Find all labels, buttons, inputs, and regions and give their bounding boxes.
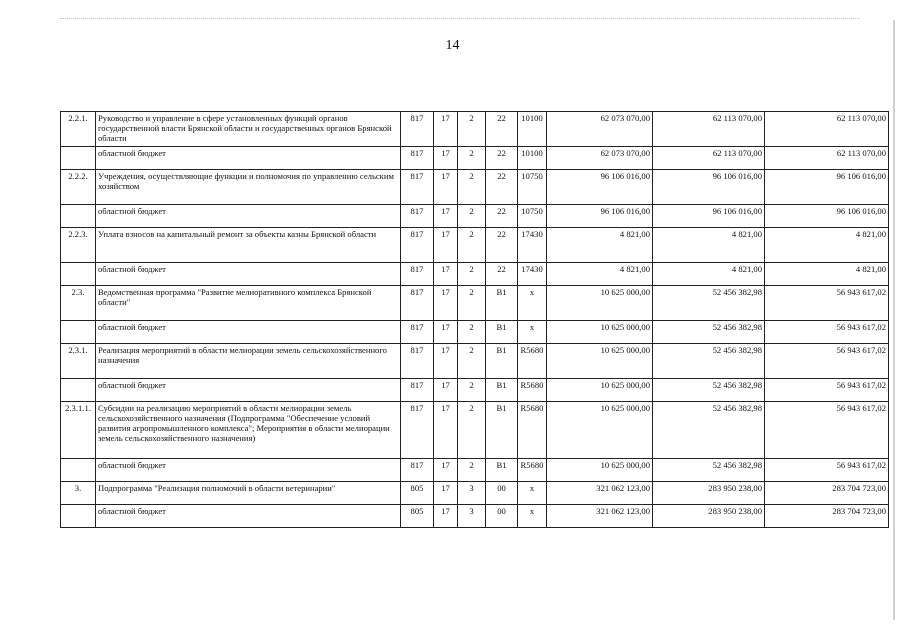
code-ministry: 817	[401, 112, 434, 147]
code-ministry: 805	[401, 482, 434, 505]
top-dotted-rule	[60, 18, 860, 20]
code-direction: 22	[486, 112, 518, 147]
code-ministry: 817	[401, 459, 434, 482]
row-number	[61, 321, 96, 344]
amount-year-3: 56 943 617,02	[765, 344, 889, 379]
amount-year-1: 321 062 123,00	[547, 505, 653, 528]
code-subprogram: 2	[458, 205, 486, 228]
code-expense: 17430	[518, 263, 547, 286]
code-program: 17	[434, 402, 458, 459]
code-program: 17	[434, 170, 458, 205]
code-expense: х	[518, 321, 547, 344]
code-ministry: 817	[401, 263, 434, 286]
amount-year-2: 52 456 382,98	[653, 402, 765, 459]
row-name: Ведомственная программа "Развитие мелиоративного комплекса Брянской области"	[96, 286, 401, 321]
code-program: 17	[434, 482, 458, 505]
row-name: Уплата взносов на капитальный ремонт за объекты казны Брянской области	[96, 228, 401, 263]
amount-year-2: 283 950 238,00	[653, 505, 765, 528]
amount-year-3: 62 113 070,00	[765, 147, 889, 170]
code-ministry: 817	[401, 344, 434, 379]
amount-year-3: 56 943 617,02	[765, 379, 889, 402]
code-ministry: 817	[401, 286, 434, 321]
code-direction: 00	[486, 482, 518, 505]
row-name: Учреждения, осуществляющие функции и полномочия по управлению сельским хозяйством	[96, 170, 401, 205]
table-row	[61, 205, 889, 228]
table-row	[61, 321, 889, 344]
amount-year-3: 283 704 723,00	[765, 482, 889, 505]
code-program: 17	[434, 112, 458, 147]
code-program: 17	[434, 459, 458, 482]
code-subprogram: 2	[458, 321, 486, 344]
amount-year-2: 52 456 382,98	[653, 286, 765, 321]
code-subprogram: 3	[458, 482, 486, 505]
code-expense: х	[518, 505, 547, 528]
amount-year-3: 56 943 617,02	[765, 286, 889, 321]
code-program: 17	[434, 263, 458, 286]
amount-year-3: 4 821,00	[765, 263, 889, 286]
amount-year-1: 10 625 000,00	[547, 321, 653, 344]
row-number: 2.2.3.	[61, 228, 96, 263]
table-row	[61, 263, 889, 286]
amount-year-1: 10 625 000,00	[547, 286, 653, 321]
code-ministry: 805	[401, 505, 434, 528]
code-ministry: 817	[401, 147, 434, 170]
row-number	[61, 205, 96, 228]
amount-year-3: 56 943 617,02	[765, 321, 889, 344]
scan-edge	[893, 20, 895, 620]
code-subprogram: 2	[458, 379, 486, 402]
row-name: областной бюджет	[96, 147, 401, 170]
row-name: областной бюджет	[96, 205, 401, 228]
code-expense: 10100	[518, 147, 547, 170]
amount-year-3: 4 821,00	[765, 228, 889, 263]
table-row	[61, 505, 889, 528]
row-number: 2.3.	[61, 286, 96, 321]
code-direction: 22	[486, 170, 518, 205]
amount-year-3: 56 943 617,02	[765, 459, 889, 482]
code-direction: 22	[486, 205, 518, 228]
page-number: 14	[445, 38, 460, 53]
code-subprogram: 2	[458, 286, 486, 321]
table-row	[61, 459, 889, 482]
amount-year-2: 4 821,00	[653, 228, 765, 263]
code-program: 17	[434, 147, 458, 170]
code-subprogram: 3	[458, 505, 486, 528]
code-program: 17	[434, 344, 458, 379]
row-name: областной бюджет	[96, 263, 401, 286]
table-row	[61, 286, 889, 321]
table-row	[61, 344, 889, 379]
row-number	[61, 459, 96, 482]
code-direction: В1	[486, 321, 518, 344]
amount-year-2: 52 456 382,98	[653, 344, 765, 379]
table-row	[61, 228, 889, 263]
amount-year-3: 62 113 070,00	[765, 112, 889, 147]
table-row	[61, 147, 889, 170]
amount-year-2: 52 456 382,98	[653, 459, 765, 482]
row-name: областной бюджет	[96, 321, 401, 344]
code-expense: 17430	[518, 228, 547, 263]
table-row	[61, 112, 889, 147]
code-program: 17	[434, 228, 458, 263]
code-expense: 10750	[518, 205, 547, 228]
row-number	[61, 147, 96, 170]
table-row	[61, 170, 889, 205]
code-subprogram: 2	[458, 402, 486, 459]
code-ministry: 817	[401, 205, 434, 228]
code-program: 17	[434, 379, 458, 402]
code-subprogram: 2	[458, 228, 486, 263]
code-subprogram: 2	[458, 459, 486, 482]
row-number: 3.	[61, 482, 96, 505]
code-expense: х	[518, 482, 547, 505]
amount-year-2: 62 113 070,00	[653, 147, 765, 170]
code-direction: 00	[486, 505, 518, 528]
code-expense: х	[518, 286, 547, 321]
code-expense: R5680	[518, 344, 547, 379]
amount-year-1: 62 073 070,00	[547, 147, 653, 170]
code-direction: В1	[486, 344, 518, 379]
table-row	[61, 379, 889, 402]
code-ministry: 817	[401, 321, 434, 344]
code-expense: R5680	[518, 402, 547, 459]
row-name: Реализация мероприятий в области мелиорации земель сельскохозяйственного назначения	[96, 344, 401, 379]
amount-year-3: 56 943 617,02	[765, 402, 889, 459]
amount-year-3: 283 704 723,00	[765, 505, 889, 528]
code-direction: 22	[486, 263, 518, 286]
row-number: 2.2.1.	[61, 112, 96, 147]
code-program: 17	[434, 321, 458, 344]
row-name: областной бюджет	[96, 505, 401, 528]
row-name: Подпрограмма "Реализация полномочий в области ветеринарии"	[96, 482, 401, 505]
code-direction: В1	[486, 286, 518, 321]
budget-table	[60, 111, 889, 528]
code-subprogram: 2	[458, 344, 486, 379]
code-subprogram: 2	[458, 112, 486, 147]
code-ministry: 817	[401, 228, 434, 263]
code-subprogram: 2	[458, 147, 486, 170]
row-name: Субсидии на реализацию мероприятий в области мелиорации земель сельскохозяйственного назначения (Подпрограмма "Обеспечение условий развития агропромышленного комплекса"; Мероприятия в области мелиорации земель сельскохозяйственного назначения)	[96, 402, 401, 459]
code-expense: R5680	[518, 459, 547, 482]
amount-year-1: 4 821,00	[547, 263, 653, 286]
row-number	[61, 263, 96, 286]
row-name: Руководство и управление в сфере установленных функций органов государственной власти Брянской области и государственных органов Брянской области	[96, 112, 401, 147]
code-expense: 10750	[518, 170, 547, 205]
code-program: 17	[434, 286, 458, 321]
code-expense: R5680	[518, 379, 547, 402]
row-number	[61, 379, 96, 402]
row-number: 2.3.1.1.	[61, 402, 96, 459]
code-direction: В1	[486, 402, 518, 459]
code-subprogram: 2	[458, 263, 486, 286]
amount-year-2: 52 456 382,98	[653, 379, 765, 402]
code-direction: В1	[486, 459, 518, 482]
amount-year-1: 10 625 000,00	[547, 402, 653, 459]
row-number: 2.2.2.	[61, 170, 96, 205]
amount-year-2: 62 113 070,00	[653, 112, 765, 147]
code-direction: 22	[486, 228, 518, 263]
code-program: 17	[434, 205, 458, 228]
amount-year-2: 96 106 016,00	[653, 205, 765, 228]
row-number	[61, 505, 96, 528]
code-direction: 22	[486, 147, 518, 170]
amount-year-1: 4 821,00	[547, 228, 653, 263]
code-subprogram: 2	[458, 170, 486, 205]
table-row	[61, 482, 889, 505]
amount-year-3: 96 106 016,00	[765, 205, 889, 228]
amount-year-1: 10 625 000,00	[547, 344, 653, 379]
code-ministry: 817	[401, 170, 434, 205]
row-name: областной бюджет	[96, 459, 401, 482]
amount-year-1: 96 106 016,00	[547, 205, 653, 228]
amount-year-1: 62 073 070,00	[547, 112, 653, 147]
code-ministry: 817	[401, 402, 434, 459]
amount-year-1: 10 625 000,00	[547, 379, 653, 402]
code-program: 17	[434, 505, 458, 528]
amount-year-3: 96 106 016,00	[765, 170, 889, 205]
amount-year-1: 96 106 016,00	[547, 170, 653, 205]
row-number: 2.3.1.	[61, 344, 96, 379]
amount-year-2: 96 106 016,00	[653, 170, 765, 205]
amount-year-2: 4 821,00	[653, 263, 765, 286]
amount-year-2: 283 950 238,00	[653, 482, 765, 505]
row-name: областной бюджет	[96, 379, 401, 402]
code-direction: В1	[486, 379, 518, 402]
table-row	[61, 402, 889, 459]
amount-year-2: 52 456 382,98	[653, 321, 765, 344]
code-expense: 10100	[518, 112, 547, 147]
amount-year-1: 10 625 000,00	[547, 459, 653, 482]
code-ministry: 817	[401, 379, 434, 402]
amount-year-1: 321 062 123,00	[547, 482, 653, 505]
